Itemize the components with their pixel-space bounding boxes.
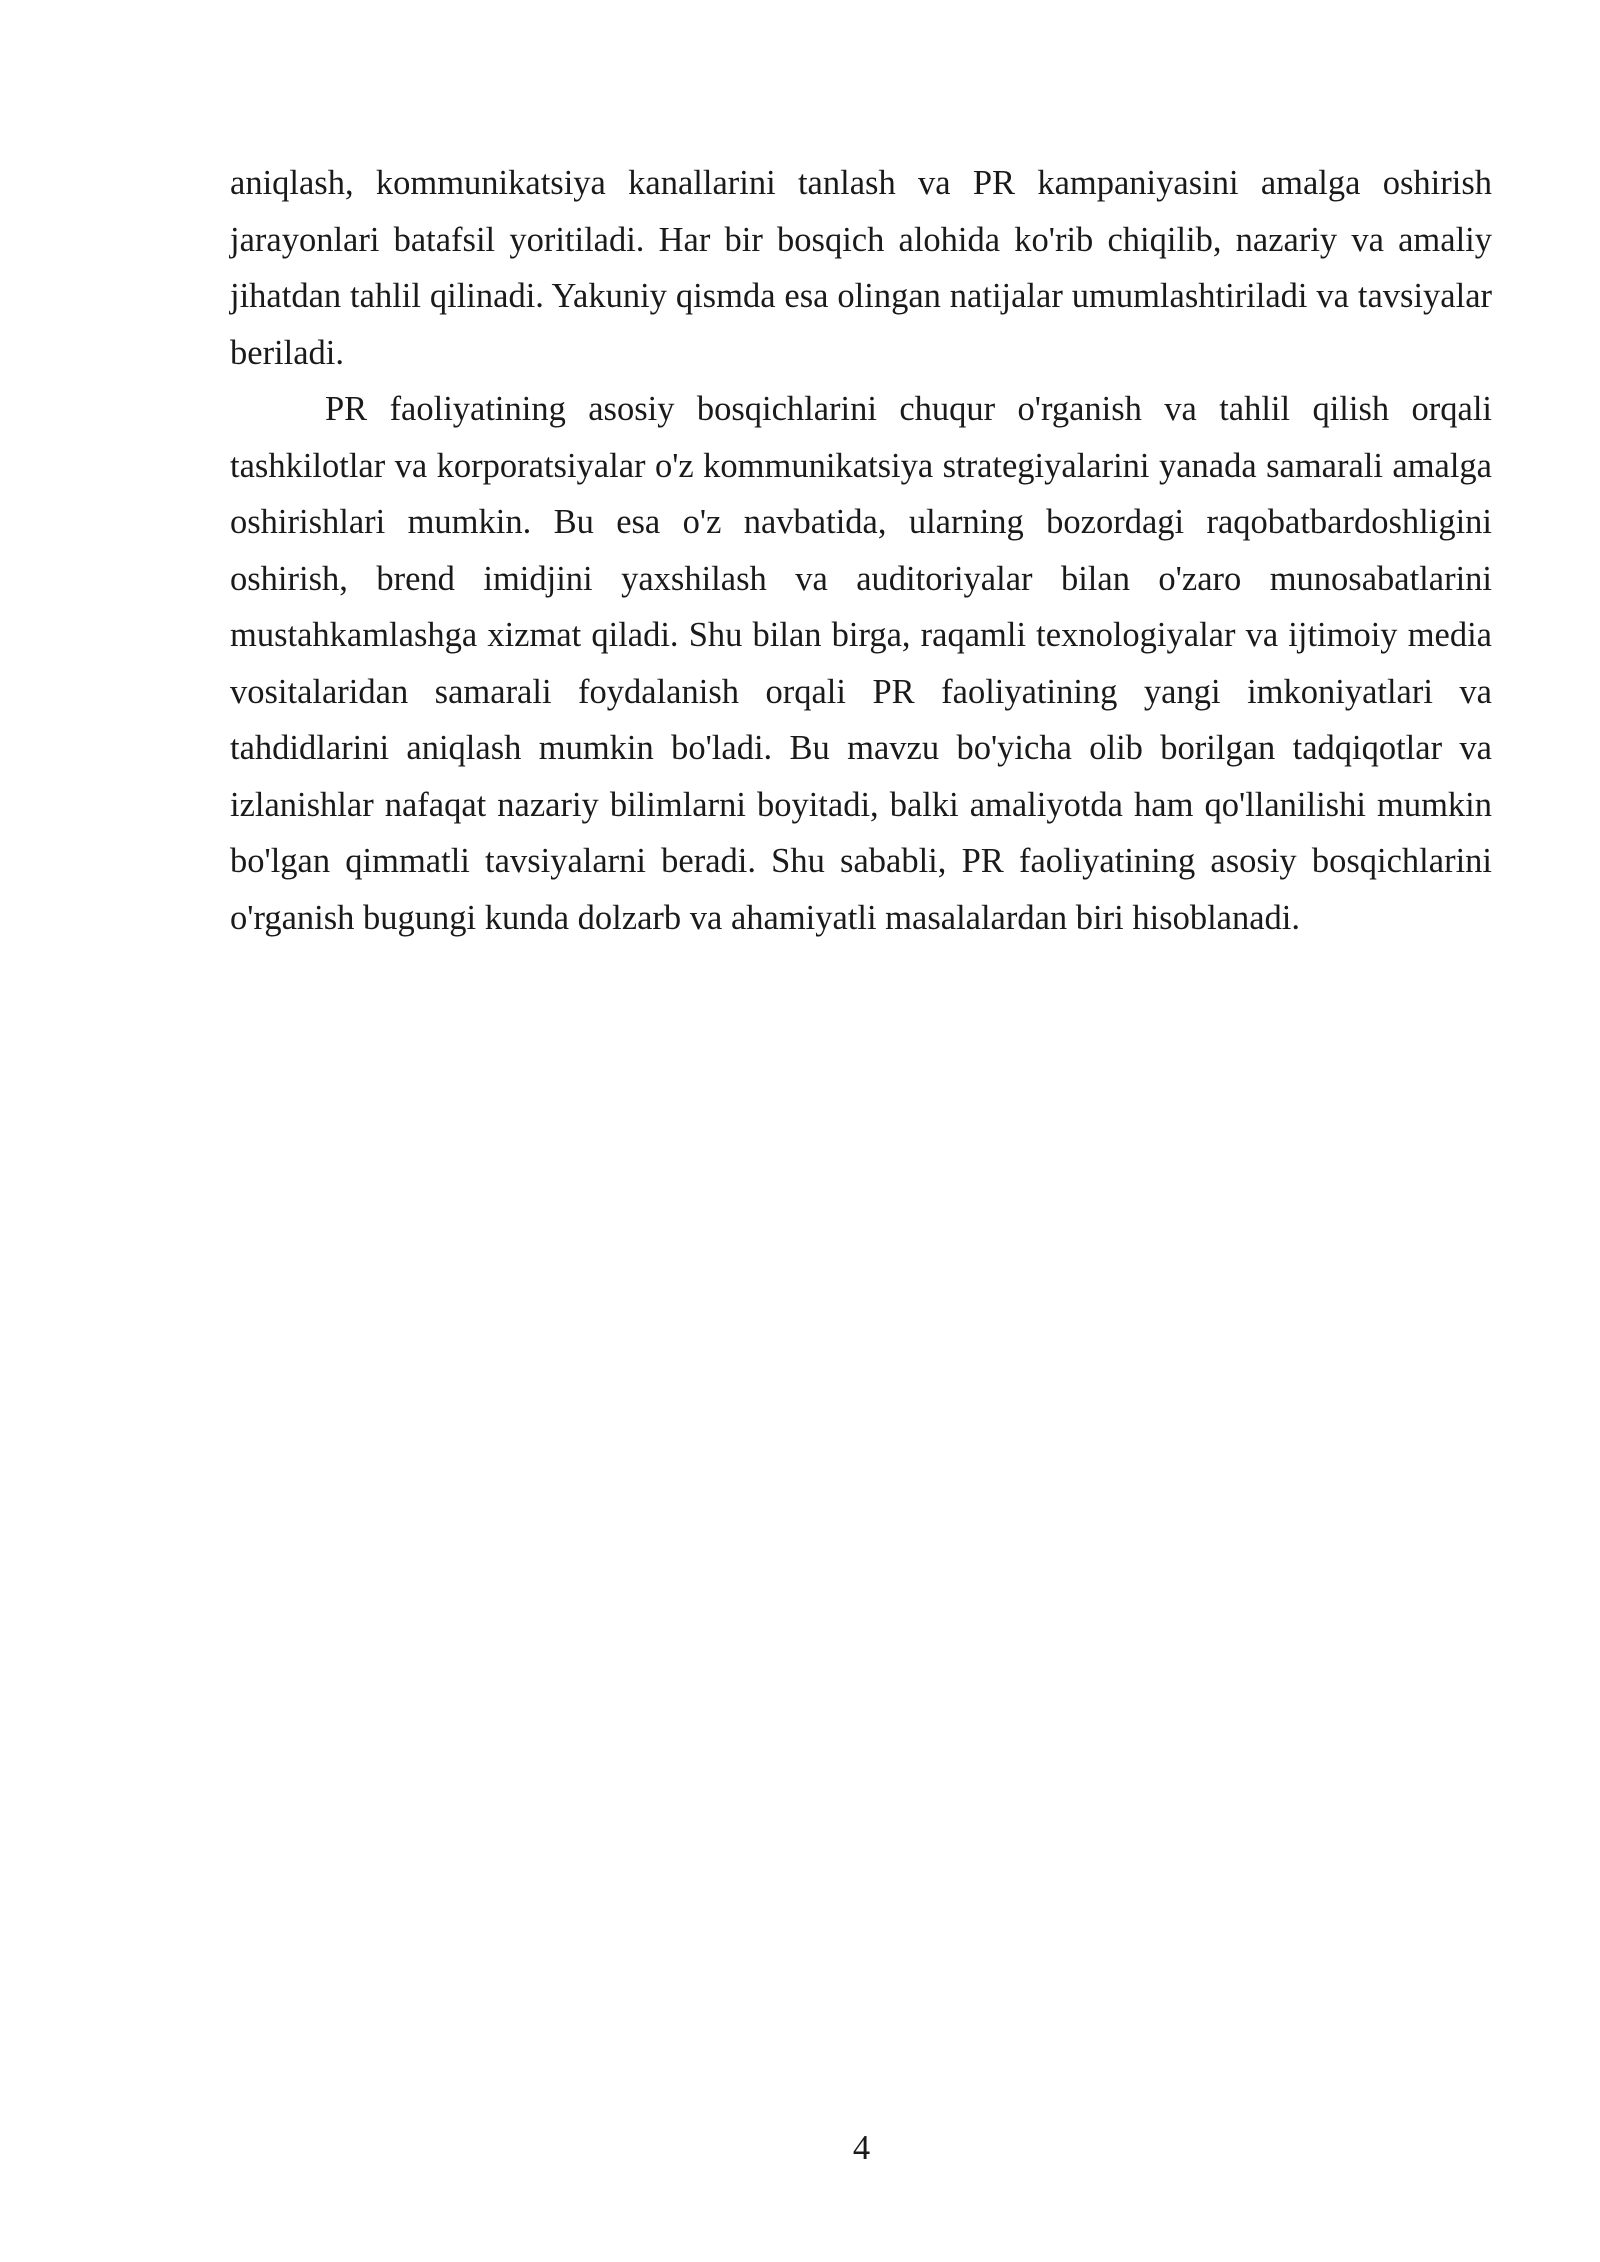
paragraph-pr-stages: PR faoliyatining asosiy bosqichlarini chuqur o'rganish va tahlil qilish orqali tashkilotlar va korporatsiyalar o'z kommunikatsiya strategiyalarini yanada samarali amalga oshirishlari mumkin. Bu esa o'z navbatida, ularning bozordagi raqobatbardoshligini oshirish, brend imidjini yaxshilash va auditoriyalar bilan o'zaro munosabatlarini mustahkamlashga xizmat qiladi. Shu bilan birga, raqamli texnologiyalar va ijtimoiy media vositalaridan samarali foydalanish orqali PR faoliyatining yangi imkoniyatlari va tahdidlarini aniqlash mumkin bo'ladi. Bu mavzu bo'yicha olib borilgan tadqiqotlar va izlanishlar nafaqat nazariy bilimlarni boyitadi, balki amaliyotda ham qo'llanilishi mumkin bo'lgan qimmatli tavsiyalarni beradi. Shu sababli, PR faoliyatining asosiy bosqichlarini o'rganish bugungi kunda dolzarb va ahamiyatli masalalardan biri hisoblanadi.: [230, 390, 1492, 937]
page-number: 4: [852, 2129, 871, 2167]
body-text: [230, 155, 1492, 946]
paragraph-continuation: aniqlash, kommunikatsiya kanallarini tanlash va PR kampaniyasini amalga oshirish jarayonlari batafsil yoritiladi. Har bir bosqich alohida ko'rib chiqilib, nazariy va amaliy jihatdan tahlil qilinadi. Yakuniy qismda esa olingan natijalar umumlashtiriladi va tavsiyalar beriladi.: [230, 164, 1492, 372]
